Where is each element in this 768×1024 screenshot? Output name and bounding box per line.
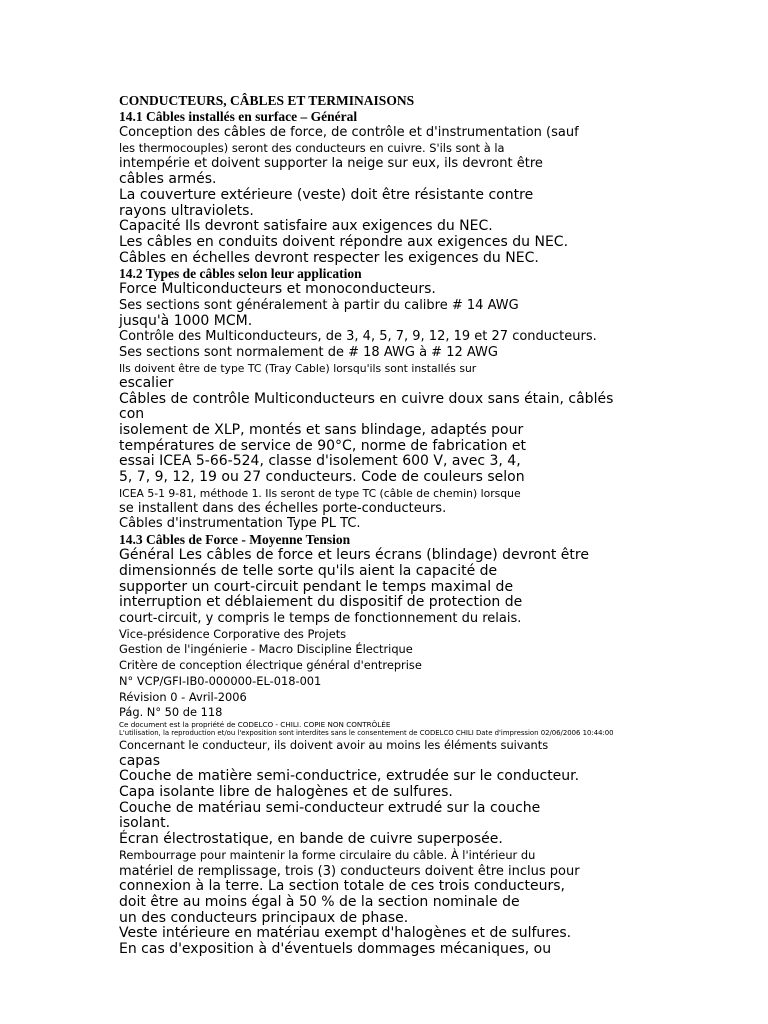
body-line: Écran électrostatique, en bande de cuivre superposée.	[119, 831, 503, 848]
body-line: les thermocouples) seront des conducteurs en cuivre. S'ils sont à la	[119, 140, 505, 155]
page-number: Pág. N° 50 de 118	[119, 705, 223, 720]
section-14-1-heading: 14.1 Câbles installés en surface – Général	[119, 109, 358, 124]
footer-line: Critère de conception électrique général d'entreprise	[119, 658, 422, 673]
body-line: Câbles en échelles devront respecter les exigences du NEC.	[119, 249, 539, 266]
body-line: câbles armés.	[119, 171, 217, 188]
section-14-3-heading: 14.3 Câbles de Force - Moyenne Tension	[119, 532, 351, 548]
body-line: se installent dans des échelles porte-conducteurs.	[119, 500, 447, 516]
body-line: interruption et déblaiement du dispositif de protection de	[119, 594, 523, 611]
body-line: Ses sections sont normalement de # 18 AWG à # 12 AWG	[119, 345, 498, 361]
body-line: intempérie et doivent supporter la neige sur eux, ils devront être	[119, 156, 543, 172]
body-line: Général Les câbles de force et leurs écrans (blindage) devront être	[119, 547, 589, 564]
body-line: isolement de XLP, montés et sans blindage, adaptés pour	[119, 421, 524, 438]
body-line: Ses sections sont généralement à partir du calibre # 14 AWG	[119, 298, 519, 314]
body-line: 5, 7, 9, 12, 19 ou 27 conducteurs. Code de couleurs selon	[119, 469, 525, 486]
body-line: Les câbles en conduits doivent répondre aux exigences du NEC.	[119, 233, 569, 250]
body-line: escalier	[119, 374, 174, 391]
body-line: Capacité Ils devront satisfaire aux exigences du NEC.	[119, 218, 493, 235]
body-line: connexion à la terre. La section totale de ces trois conducteurs,	[119, 878, 565, 895]
body-line: court-circuit, y compris le temps de fonctionnement du relais.	[119, 610, 522, 626]
body-line: Capa isolante libre de halogènes et de sulfures.	[119, 784, 453, 801]
document-number: N° VCP/GFI-IB0-000000-EL-018-001	[119, 673, 322, 688]
body-line: supporter un court-circuit pendant le temps maximal de	[119, 578, 514, 595]
copyright-notice: Ce document est la propriété de CODELCO - CHILI. COPIE NON CONTRÔLÉE	[119, 719, 391, 729]
body-line: essai ICEA 5-66-524, classe d'isolement 600 V, avec 3, 4,	[119, 453, 521, 470]
body-line: La couverture extérieure (veste) doit être résistante contre	[119, 186, 534, 203]
body-line: températures de service de 90°C, norme de fabrication et	[119, 437, 527, 454]
body-line: Veste intérieure en matériau exempt d'halogènes et de sulfures.	[119, 925, 572, 942]
body-line: matériel de remplissage, trois (3) conducteurs doivent être inclus pour	[119, 863, 580, 879]
footer-line: Gestion de l'ingénierie - Macro Discipline Électrique	[119, 642, 413, 657]
body-line: Concernant le conducteur, ils doivent avoir au moins les éléments suivants	[119, 737, 549, 752]
body-line: jusqu'à 1000 MCM.	[119, 312, 253, 329]
body-line: Couche de matière semi-conductrice, extrudée sur le conducteur.	[119, 768, 580, 785]
body-line: Contrôle des Multiconducteurs, de 3, 4, 5, 7, 9, 12, 19 et 27 conducteurs.	[119, 329, 597, 345]
section-14-2-heading: 14.2 Types de câbles selon leur application	[119, 266, 362, 282]
body-line: rayons ultraviolets.	[119, 202, 254, 219]
body-line: Câbles de contrôle Multiconducteurs en cuivre doux sans étain, câblés	[119, 390, 614, 407]
body-line: con	[119, 406, 145, 423]
body-line: doit être au moins égal à 50 % de la section nominale de	[119, 893, 520, 910]
body-line: isolant.	[119, 815, 171, 832]
body-line: un des conducteurs principaux de phase.	[119, 909, 409, 926]
body-line: Conception des câbles de force, de contrôle et d'instrumentation (sauf	[119, 125, 579, 140]
body-line: Force Multiconducteurs et monoconducteurs.	[119, 281, 436, 298]
body-line: ICEA 5-1 9-81, méthode 1. Ils seront de type TC (câble de chemin) lorsque	[119, 486, 521, 500]
body-line: Rembourrage pour maintenir la forme circulaire du câble. À l'intérieur du	[119, 847, 536, 862]
document-page	[119, 93, 749, 958]
footer-line: Vice-présidence Corporative des Projets	[119, 626, 347, 641]
body-line: Ils doivent être de type TC (Tray Cable) lorsqu'ils sont installés sur	[119, 361, 477, 375]
usage-notice: L'utilisation, la reproduction et/ou l'exposition sont interdites sans le consentement de CODELCO CHILI Date d'impression 02/06/2006 10:44:00	[119, 729, 614, 738]
revision: Révision 0 - Avril-2006	[119, 689, 247, 704]
document-title: CONDUCTEURS, CÂBLES ET TERMINAISONS	[119, 93, 415, 108]
body-line: capas	[119, 752, 161, 769]
body-line: dimensionnés de telle sorte qu'ils aient la capacité de	[119, 562, 498, 579]
body-line: Câbles d'instrumentation Type PL TC.	[119, 516, 361, 532]
body-line: Couche de matériau semi-conducteur extrudé sur la couche	[119, 799, 541, 816]
body-line: En cas d'exposition à d'éventuels dommages mécaniques, ou	[119, 941, 552, 958]
